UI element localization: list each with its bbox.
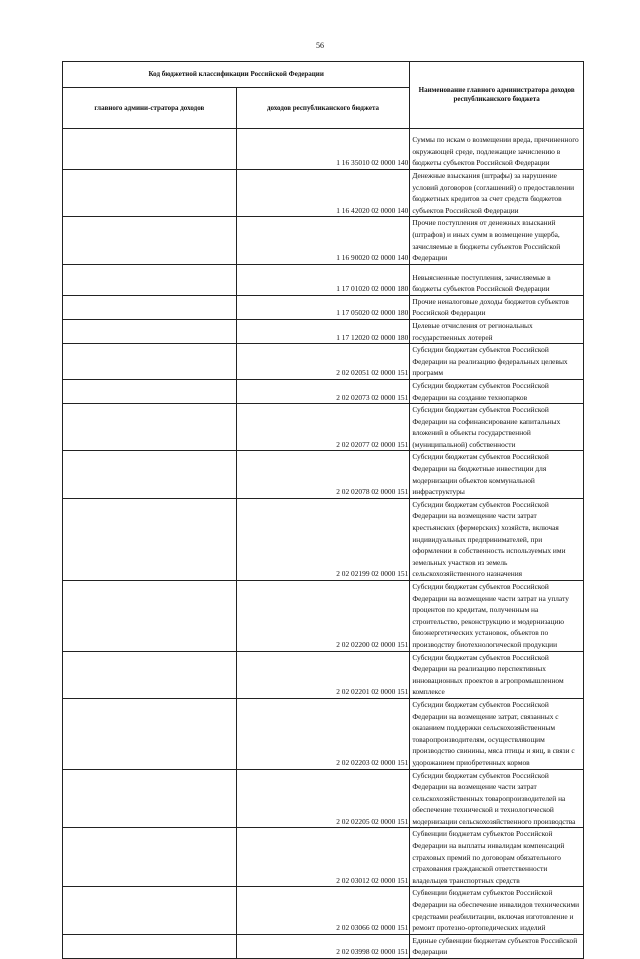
revenue-code-cell: 1 17 05020 02 0000 180 [236, 295, 410, 319]
main-administrator-cell [63, 887, 237, 934]
revenue-name-cell: Целевые отчисления от региональных государственных лотерей [410, 319, 584, 343]
revenue-code-cell: 2 02 03998 02 0000 151 [236, 934, 410, 958]
table-row [63, 170, 584, 217]
table-row [63, 404, 584, 451]
revenue-code-cell: 2 02 02201 02 0000 151 [236, 651, 410, 698]
main-administrator-cell [63, 581, 237, 652]
main-administrator-cell [63, 295, 237, 319]
main-administrator-cell [63, 698, 237, 769]
revenue-code-cell: 2 02 03012 02 0000 151 [236, 828, 410, 887]
budget-classification-table [62, 61, 584, 959]
revenue-name-cell: Субсидии бюджетам субъектов Российской Федерации на софинансирование капитальных вложений в объекты государственной (муниципальной) собственности [410, 404, 584, 451]
main-administrator-cell [63, 451, 237, 498]
table-row [63, 934, 584, 958]
revenue-name-cell: Субсидии бюджетам субъектов Российской Федерации на создание технопарков [410, 379, 584, 403]
header-revenue-code: доходов республиканского бюджета [236, 88, 410, 129]
main-administrator-cell [63, 129, 237, 170]
main-administrator-cell [63, 344, 237, 380]
main-administrator-cell [63, 769, 237, 828]
revenue-name-cell: Единые субвенции бюджетам субъектов Российской Федерации [410, 934, 584, 958]
table-row [63, 451, 584, 498]
table-row [63, 887, 584, 934]
revenue-name-cell: Суммы по искам о возмещении вреда, причиненного окружающей среде, подлежащие зачислению в бюджеты субъектов Российской Федерации [410, 129, 584, 170]
revenue-name-cell: Субсидии бюджетам субъектов Российской Федерации на возмещение затрат, связанных с оказанием поддержки сельскохозяйственным товаропроизводителям, осуществляющим производство свинины, мяса птицы и яиц, в связи с удорожанием приобретенных кормов [410, 698, 584, 769]
revenue-name-cell: Прочие поступления от денежных взысканий (штрафов) и иных сумм в возмещение ущерба, зачисляемые в бюджеты субъектов Российской Федерации [410, 217, 584, 264]
header-administrator-name: Наименование главного администратора доходов республиканского бюджета [410, 62, 584, 129]
table-row [63, 651, 584, 698]
revenue-code-cell: 1 17 01020 02 0000 180 [236, 264, 410, 295]
main-administrator-cell [63, 404, 237, 451]
table-row [63, 769, 584, 828]
main-administrator-cell [63, 651, 237, 698]
table-row [63, 319, 584, 343]
revenue-code-cell: 2 02 02077 02 0000 151 [236, 404, 410, 451]
main-administrator-cell [63, 217, 237, 264]
table-row [63, 828, 584, 887]
revenue-code-cell: 1 16 90020 02 0000 140 [236, 217, 410, 264]
revenue-name-cell: Субсидии бюджетам субъектов Российской Федерации на реализацию федеральных целевых программ [410, 344, 584, 380]
revenue-code-cell: 1 17 12020 02 0000 180 [236, 319, 410, 343]
revenue-code-cell: 2 02 02051 02 0000 151 [236, 344, 410, 380]
revenue-name-cell: Субсидии бюджетам субъектов Российской Федерации на возмещение части затрат на уплату процентов по кредитам, полученным на строительство, реконструкцию и модернизацию биоэнергетических установок, объектов по производству биотехнологической продукции [410, 581, 584, 652]
table-row [63, 129, 584, 170]
revenue-name-cell: Прочие неналоговые доходы бюджетов субъектов Российской Федерации [410, 295, 584, 319]
table-row [63, 698, 584, 769]
main-administrator-cell [63, 934, 237, 958]
table-row [63, 217, 584, 264]
page-number: 56 [316, 41, 324, 50]
table-row [63, 379, 584, 403]
table-row [63, 295, 584, 319]
revenue-code-cell: 2 02 03066 02 0000 151 [236, 887, 410, 934]
table-row [63, 264, 584, 295]
main-administrator-cell [63, 379, 237, 403]
revenue-code-cell: 2 02 02203 02 0000 151 [236, 698, 410, 769]
revenue-code-cell: 2 02 02205 02 0000 151 [236, 769, 410, 828]
revenue-name-cell: Субвенции бюджетам субъектов Российской Федерации на обеспечение инвалидов техническими средствами реабилитации, включая изготовление и ремонт протезно-ортопедических изделий [410, 887, 584, 934]
revenue-name-cell: Денежные взыскания (штрафы) за нарушение условий договоров (соглашений) о предоставлении бюджетных кредитов за счет средств бюджетов субъектов Российской Федерации [410, 170, 584, 217]
revenue-name-cell: Невыясненные поступления, зачисляемые в бюджеты субъектов Российской Федерации [410, 264, 584, 295]
revenue-name-cell: Субвенции бюджетам субъектов Российской Федерации на выплаты инвалидам компенсаций страховых премий по договорам обязательного страхования гражданской ответственности владельцев транспортных средств [410, 828, 584, 887]
revenue-name-cell: Субсидии бюджетам субъектов Российской Федерации на бюджетные инвестиции для модернизации объектов коммунальной инфраструктуры [410, 451, 584, 498]
revenue-code-cell: 1 16 35010 02 0000 140 [236, 129, 410, 170]
revenue-code-cell: 2 02 02200 02 0000 151 [236, 581, 410, 652]
main-administrator-cell [63, 170, 237, 217]
revenue-code-cell: 2 02 02078 02 0000 151 [236, 451, 410, 498]
main-administrator-cell [63, 264, 237, 295]
revenue-code-cell: 2 02 02199 02 0000 151 [236, 498, 410, 580]
table-row [63, 581, 584, 652]
main-administrator-cell [63, 319, 237, 343]
main-administrator-cell [63, 498, 237, 580]
revenue-name-cell: Субсидии бюджетам субъектов Российской Федерации на возмещение части затрат крестьянских (фермерских) хозяйств, включая индивидуальных предпринимателей, при оформлении в собственность используемых ими земельных участков из земель сельскохозяйственного назначения [410, 498, 584, 580]
header-code-group: Код бюджетной классификации Российской Федерации [63, 62, 410, 88]
main-administrator-cell [63, 828, 237, 887]
table-row [63, 344, 584, 380]
revenue-code-cell: 2 02 02073 02 0000 151 [236, 379, 410, 403]
revenue-name-cell: Субсидии бюджетам субъектов Российской Федерации на реализацию перспективных инновационных проектов в агропромышленном комплексе [410, 651, 584, 698]
revenue-code-cell: 1 16 42020 02 0000 140 [236, 170, 410, 217]
revenue-name-cell: Субсидии бюджетам субъектов Российской Федерации на возмещение части затрат сельскохозяйственных товаропроизводителей на обеспечение технической и технологической модернизации сельскохозяйственного производства [410, 769, 584, 828]
table-row [63, 498, 584, 580]
header-main-administrator: главного админи-стратора доходов [63, 88, 237, 129]
